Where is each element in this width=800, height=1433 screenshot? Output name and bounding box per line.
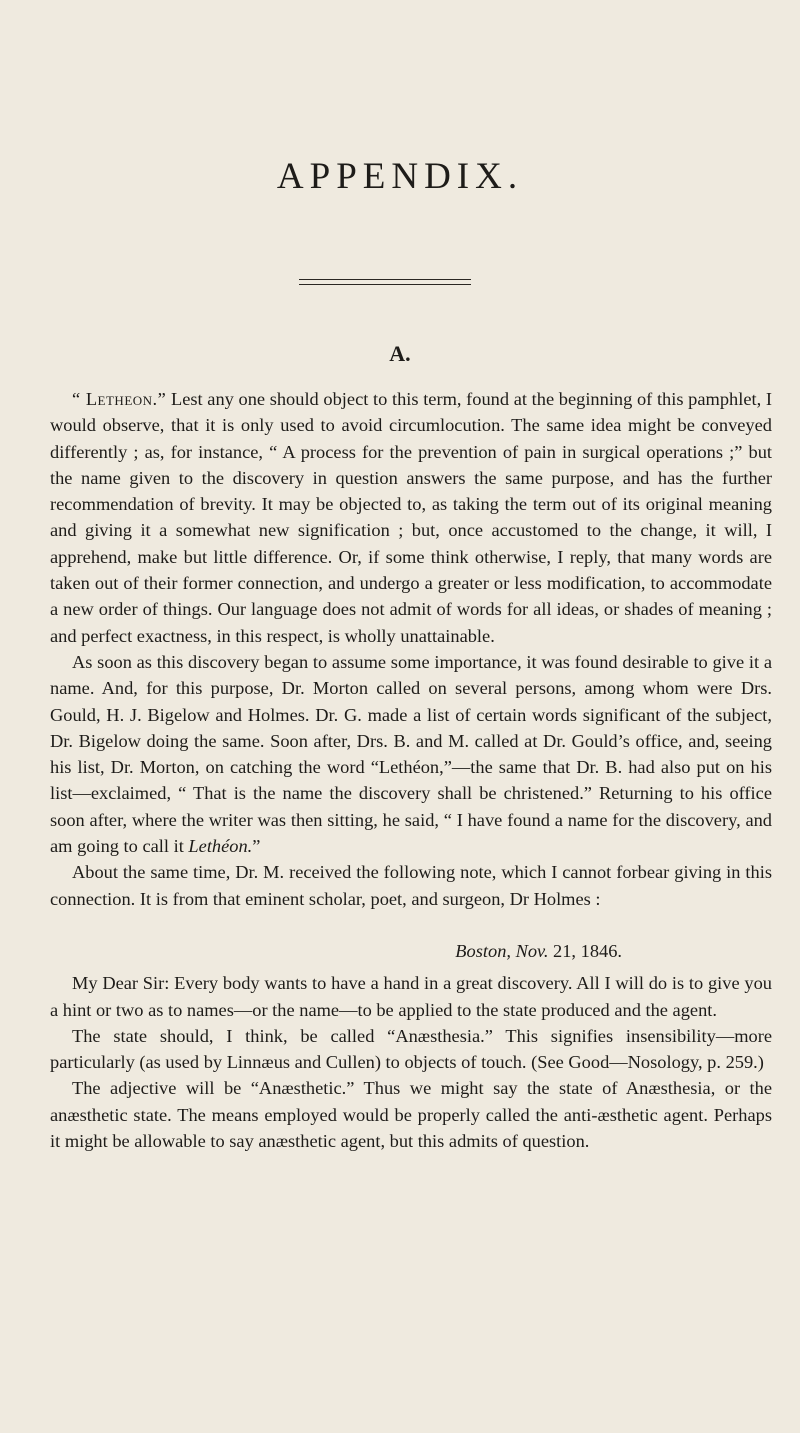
paragraph-letheon [50,386,772,649]
body-text [50,386,772,1154]
letter-adjective-paragraph: The adjective will be “Anæsthetic.” Thus we might say the state of Anæsthesia, or the anæsthetic state. The means employed would be properly called the anti-æsthetic agent. Perhaps it might be allowable to say anæsthetic agent, but this admits of question. [50,1078,772,1152]
closing-quote: ” [252,836,261,857]
paragraph-naming-body: As soon as this discovery began to assume some importance, it was found desirable to give it a name. And, for this purpose, Dr. Morton called on several persons, among whom were Drs. Gould, H. J. Bigelow and Holmes. Dr. G. made a list of certain words significant of the subject, Dr. Bigelow doing the same. Soon after, Drs. B. and M. called at Dr. Gould’s office, and, seeing his list, Dr. Morton, on catching the word “Lethéon,”—the same that Dr. B. had also put on his list—exclaimed, “ That is the name the discovery shall be christened.” Returning to his office soon after, where the writer was then sitting, he said, “ I have found a name for the discovery, and am going to call it [50,651,772,857]
dateline-place: Boston, Nov. [455,940,549,961]
letter-salutation-paragraph: My Dear Sir: Every body wants to have a hand in a great discovery. All I will do is to give you a hint or two as to names—or the name—to be applied to the state produced and the agent. [50,973,772,1020]
appendix-title: APPENDIX. [276,156,524,197]
paragraph-letheon-body: Lest any one should object to this term, found at the beginning of this pamphlet, I would observe, that it is only used to avoid circumlocution. The same idea might be conveyed differently ; as, for instance, “ A process for the prevention of pain in surgical operations ;” but the name given to the discovery in question answers the same purpose, and has the further recommendation of brevity. It may be objected to, as taking the term out of its original meaning and giving it a somewhat new signification ; but, once accustomed to the change, it will, I apprehend, make but little difference. Or, if some think otherwise, I reply, that many words are taken out of their former connection, and undergo a greater or less modification, to accommodate a new order of things. Our language does not admit of words for all ideas, or shades of meaning ; and perfect exactness, in this respect, is wholly unattainable. [50,389,772,646]
letheon-italic: Lethéon. [188,836,253,857]
paragraph-note-intro: About the same time, Dr. M. received the following note, which I cannot forbear giving in this connection. It is from that eminent scholar, poet, and surgeon, Dr Holmes : [50,862,772,909]
section-heading: A. [389,341,411,366]
dateline-date: 21, 1846. [548,940,622,961]
double-rule-divider [299,279,471,285]
letter-dateline [50,938,772,964]
letheon-term: “ Letheon.” [72,389,167,409]
letter-anaesthesia-paragraph: The state should, I think, be called “Anæsthesia.” This signifies insensibility—more particularly (as used by Linnæus and Cullen) to objects of touch. (See Good—Nosology, p. 259.) [50,1025,772,1073]
paragraph-naming [50,649,772,859]
